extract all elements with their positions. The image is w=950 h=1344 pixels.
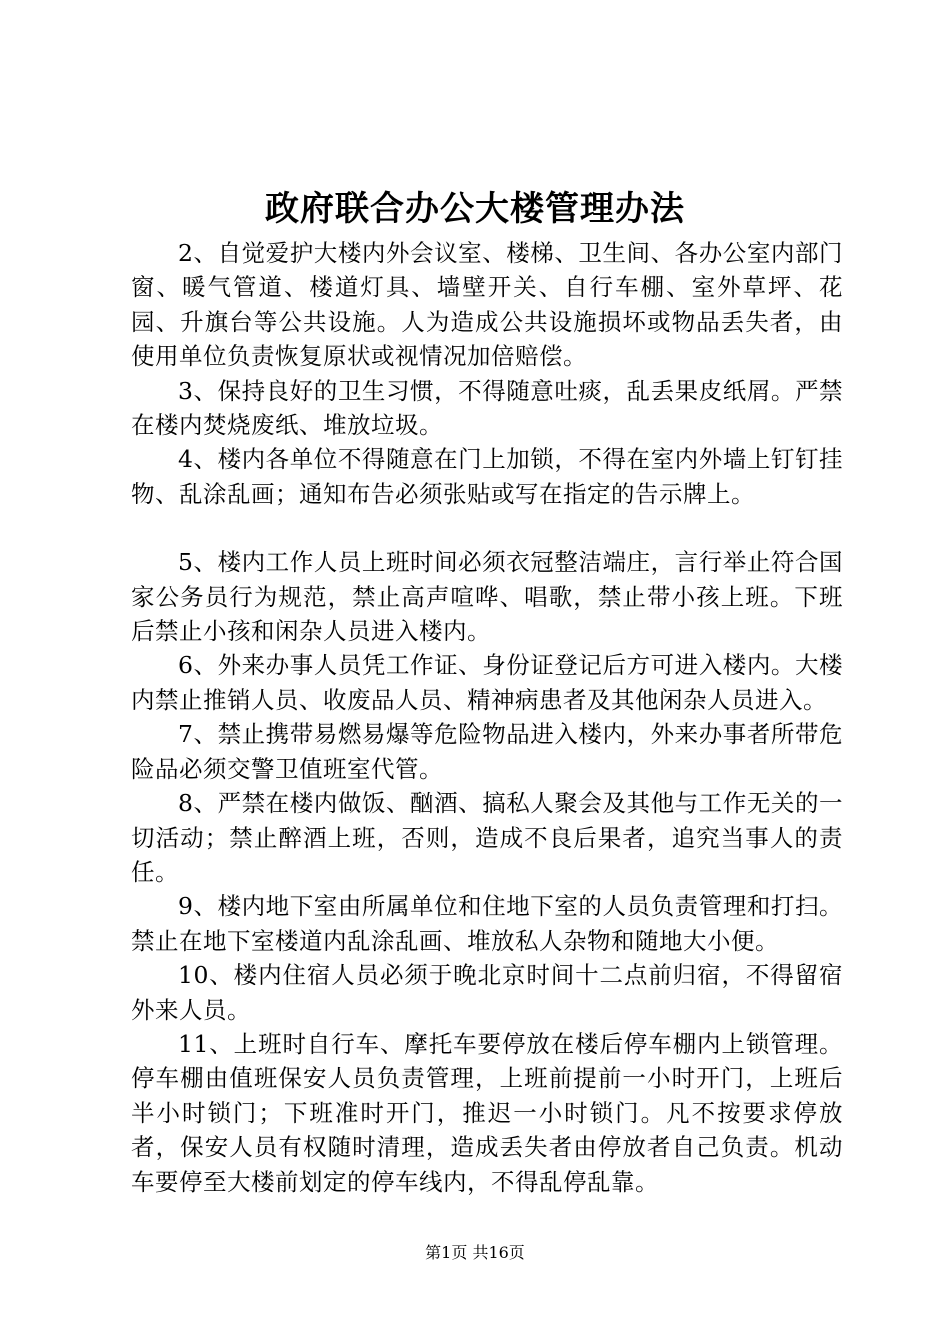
paragraph-item-9: 9、楼内地下室由所属单位和住地下室的人员负责管理和打扫。禁止在地下室楼道内乱涂乱画、堆放私人杂物和随地大小便。 (131, 892, 843, 955)
paragraph-item-11: 11、上班时自行车、摩托车要停放在楼后停车棚内上锁管理。停车棚由值班保安人员负责管理，上班前提前一小时开门，上班后半小时锁门；下班准时开门，推迟一小时锁门。凡不按要求停放者，保安人员有权随时清理，造成丢失者由停放者自己负责。机动车要停至大楼前划定的停车线内，不得乱停乱靠。 (131, 1029, 843, 1196)
document-body (131, 236, 843, 1199)
paragraph-item-7: 7、禁止携带易燃易爆等危险物品进入楼内，外来办事者所带危险品必须交警卫值班室代管。 (131, 720, 843, 783)
document-title: 政府联合办公大楼管理办法 (265, 189, 685, 229)
paragraph-item-5: 5、楼内工作人员上班时间必须衣冠整洁端庄，言行举止符合国家公务员行为规范，禁止高声喧哗、唱歌，禁止带小孩上班。下班后禁止小孩和闲杂人员进入楼内。 (131, 548, 843, 646)
paragraph-item-2: 2、自觉爱护大楼内外会议室、楼梯、卫生间、各办公室内部门窗、暖气管道、楼道灯具、墙壁开关、自行车棚、室外草坪、花园、升旗台等公共设施。人为造成公共设施损坏或物品丢失者，由使用单位负责恢复原状或视情况加倍赔偿。 (131, 239, 843, 371)
paragraph-item-4: 4、楼内各单位不得随意在门上加锁，不得在室内外墙上钉钉挂物、乱涂乱画；通知布告必须张贴或写在指定的告示牌上。 (131, 445, 843, 508)
page-number-footer: 第1页 共16页 (425, 1243, 525, 1262)
paragraph-item-10: 10、楼内住宿人员必须于晚北京时间十二点前归宿，不得留宿外来人员。 (131, 961, 843, 1024)
paragraph-item-3: 3、保持良好的卫生习惯，不得随意吐痰，乱丢果皮纸屑。严禁在楼内焚烧废纸、堆放垃圾。 (131, 376, 843, 440)
paragraph-item-8: 8、严禁在楼内做饭、酗酒、搞私人聚会及其他与工作无关的一切活动；禁止醉酒上班，否则，造成不良后果者，追究当事人的责任。 (131, 789, 843, 886)
paragraph-item-6: 6、外来办事人员凭工作证、身份证登记后方可进入楼内。大楼内禁止推销人员、收废品人员、精神病患者及其他闲杂人员进入。 (131, 651, 843, 714)
